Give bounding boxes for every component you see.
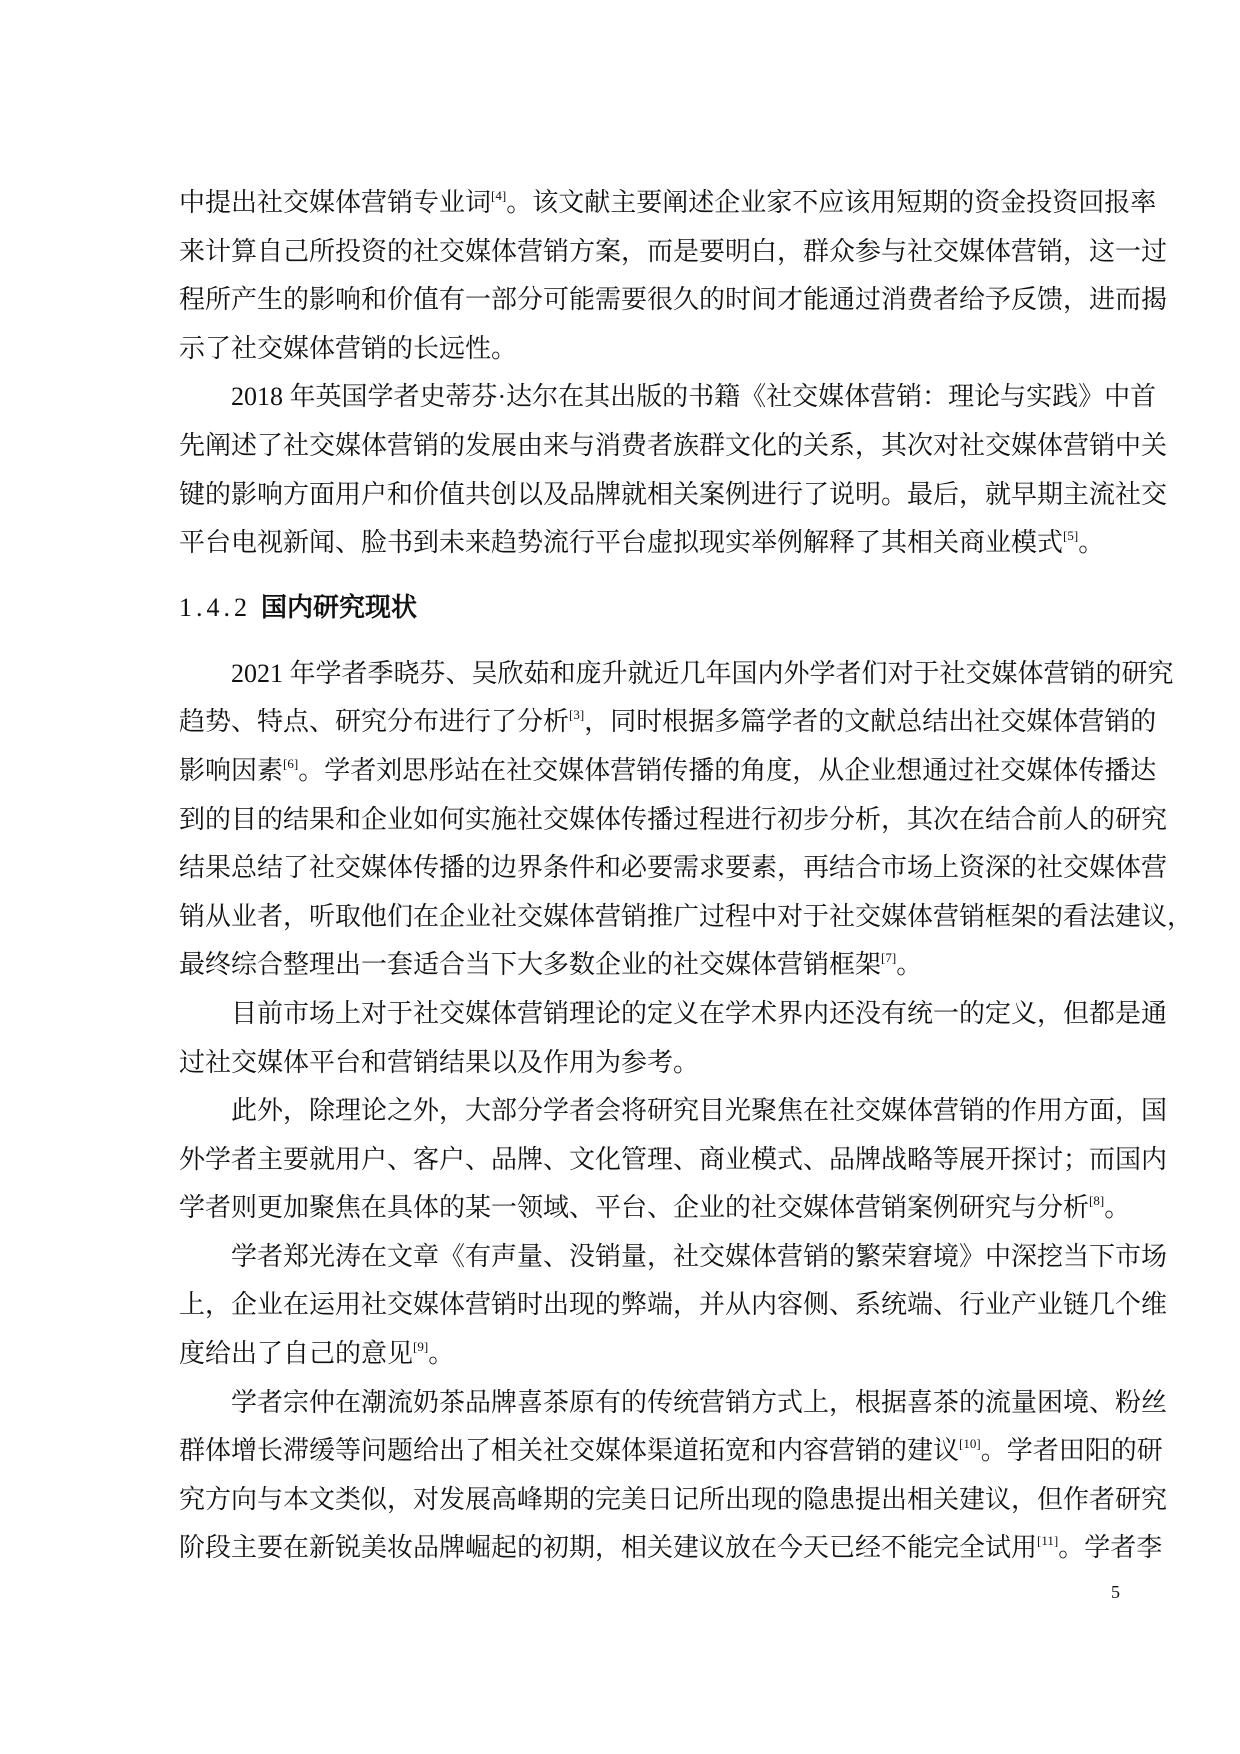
text-line [179,1330,1121,1379]
text-run: ，同时根据多篇学者的文献总结出社交媒体营销的 [584,707,1157,737]
text-run: 中提出社交媒体营销专业词 [179,188,492,217]
text-line [179,519,1121,568]
text-line [179,1524,1163,1573]
citation-reference: [7] [881,950,897,966]
text-line [179,844,1168,893]
text-run: 度给出了自己的意见 [179,1339,414,1369]
text-run: 目前市场上对于社交媒体营销理论的定义在学术界内还没有统一的定义，但都是通 [231,998,1168,1028]
text-line [179,1281,1168,1330]
text-run: 上，企业在运用社交媒体营销时出现的弊端，并从内容侧、系统端、行业产业链几个维 [179,1290,1168,1320]
text-line [179,650,1174,699]
text-line [179,796,1168,845]
citation-reference: [6] [283,755,299,771]
text-line [179,1379,1168,1428]
text-line [179,698,1157,747]
text-run: 先阐述了社交媒体营销的发展由来与消费者族群文化的关系，其次对社交媒体营销中关 [179,430,1168,460]
paragraph [179,373,1168,567]
text-line [179,1233,1168,1282]
text-line [179,1427,1163,1476]
text-line [179,1184,1131,1233]
citation-reference: [5] [1063,528,1079,544]
text-line [179,276,1168,325]
text-run: 平台电视新闻、脸书到未来趋势流行平台虚拟现实举例解释了其相关商业模式 [179,528,1064,558]
citation-reference: [3] [569,707,585,723]
text-run: 群体增长滞缓等问题给出了相关社交媒体渠道拓宽和内容营销的建议 [179,1436,960,1466]
page-number: 5 [1111,1582,1120,1602]
section-domestic-research [179,650,1194,1573]
text-run: 外学者主要就用户、客户、品牌、文化管理、商业模式、品牌战略等展开探讨；而国内 [179,1144,1168,1174]
text-run: 程所产生的影响和价值有一部分可能需要很久的时间才能通过消费者给予反馈，进而揭 [179,285,1168,315]
citation-reference: [4] [491,188,507,203]
text-run: 究方向与本文类似，对发展高峰期的完美日记所出现的隐患提出相关建议，但作者研究 [179,1484,1168,1514]
citation-reference: [8] [1089,1193,1105,1209]
paragraph [179,650,1194,990]
text-run: 2018 年英国学者史蒂芬·达尔在其出版的书籍《社交媒体营销：理论与实践》中首 [231,382,1157,412]
section-foreign-research-continued [179,179,1168,568]
text-run: 。 [1104,1193,1131,1223]
paragraph [179,179,1168,373]
section-number: 1.4.2 [179,592,251,622]
citation-reference: [10] [959,1436,981,1452]
text-line [179,941,1121,990]
text-run: 最终综合整理出一套适合当下大多数企业的社交媒体营销框架 [179,950,882,980]
text-line [179,893,1194,942]
text-run: 此外，除理论之外，大部分学者会将研究目光聚焦在社交媒体营销的作用方面，国 [231,1096,1168,1126]
text-line [179,1136,1168,1185]
document-body [179,179,1194,1573]
text-run: 。该文献主要阐述企业家不应该用短期的资金投资回报率 [506,188,1157,217]
text-run: 阶段主要在新锐美妆品牌崛起的初期，相关建议放在今天已经不能完全试用 [179,1533,1038,1563]
text-line [179,373,1157,422]
text-run: 影响因素 [179,755,284,785]
text-run: 学者则更加聚焦在具体的某一领域、平台、企业的社交媒体营销案例研究与分析 [179,1193,1090,1223]
text-run: 结果总结了社交媒体传播的边界条件和必要需求要素，再结合市场上资深的社交媒体营 [179,853,1168,883]
text-line [179,1087,1168,1136]
text-run: 2021 年学者季晓芬、吴欣茹和庞升就近几年国内外学者们对于社交媒体营销的研究 [231,658,1174,688]
text-line [179,228,1168,277]
citation-reference: [11] [1037,1533,1059,1549]
paragraph [179,1233,1168,1379]
paragraph [179,1087,1168,1233]
text-line [179,422,1168,471]
paragraph [179,990,1168,1087]
text-run: 。学者李 [1058,1533,1163,1563]
citation-reference: [9] [413,1339,429,1355]
text-run: 。学者田阳的研 [980,1436,1163,1466]
section-heading [179,584,1121,632]
paragraph [179,1379,1168,1573]
text-run: 学者郑光涛在文章《有声量、没销量，社交媒体营销的繁荣窘境》中深挖当下市场 [231,1241,1168,1271]
text-run: 销从业者，听取他们在企业社交媒体营销推广过程中对于社交媒体营销框架的看法建议， [179,901,1194,931]
text-run: 来计算自己所投资的社交媒体营销方案，而是要明白，群众参与社交媒体营销，这一过 [179,236,1168,266]
text-line [179,325,1121,374]
text-run: 。 [896,950,923,980]
text-run: 。 [428,1339,455,1369]
text-line [179,1476,1168,1525]
text-run: 。 [1078,528,1105,558]
text-run: 趋势、特点、研究分布进行了分析 [179,707,570,737]
text-run: 学者宗仲在潮流奶茶品牌喜茶原有的传统营销方式上，根据喜茶的流量困境、粉丝 [231,1387,1168,1417]
text-line [179,990,1168,1039]
text-run: 示了社交媒体营销的长远性。 [179,333,518,363]
section-title: 国内研究现状 [261,592,418,623]
text-run: 过社交媒体平台和营销结果以及作用为参考。 [179,1047,700,1077]
text-line [179,179,1157,228]
text-run: 键的影响方面用户和价值共创以及品牌就相关案例进行了说明。最后，就早期主流社交 [179,479,1168,509]
text-line [179,1039,1121,1088]
text-run: 。学者刘思彤站在社交媒体营销传播的角度，从企业想通过社交媒体传播达 [298,755,1157,785]
text-line [179,747,1157,796]
text-run: 到的目的结果和企业如何实施社交媒体传播过程进行初步分析，其次在结合前人的研究 [179,804,1168,834]
text-line [179,471,1168,520]
